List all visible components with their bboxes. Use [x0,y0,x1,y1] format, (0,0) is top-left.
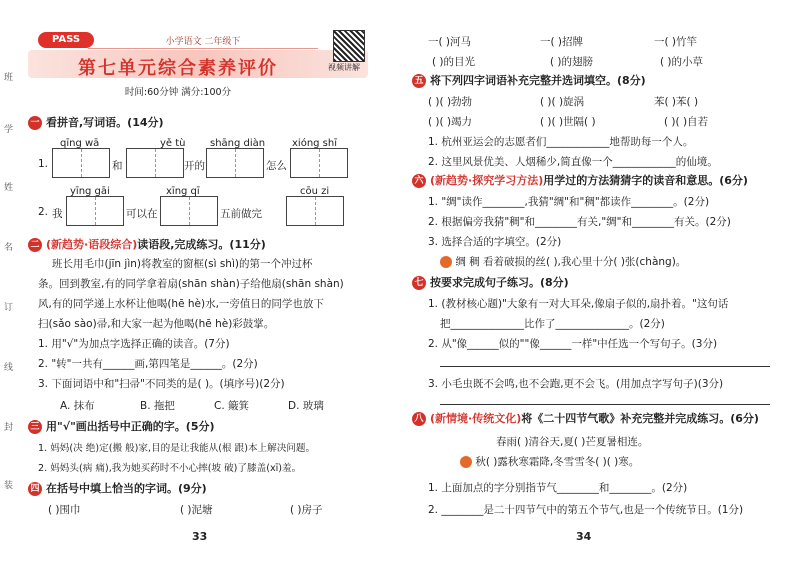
fill-item[interactable]: ( )房子 [290,504,323,516]
section-number: 六 [412,174,426,188]
pinyin: shāng diàn [210,138,266,149]
fill-item[interactable]: ( )( )勃勃 [428,96,473,108]
question: 把______________比作了______________。(2分) [440,318,665,330]
connector-text: 和 [112,160,123,172]
option[interactable]: D. 玻璃 [288,400,324,412]
section-4-heading: 四 在括号中填上恰当的字词。(9分) [28,480,207,496]
question: 2. 妈妈头(病 痛),我为她买药时不小心摔(坡 破)了膝盖(xī)羞。 [38,463,302,474]
passage-line: 风,有的同学递上水杯让他喝(hē hè)水,一旁值日的同学也放下 [38,298,324,310]
writing-box[interactable] [52,148,110,178]
fill-item[interactable]: ( )( )世隔( ) [540,116,596,128]
answer-line[interactable] [440,366,770,367]
gutter-char: 装 [4,481,14,491]
gutter-char: 班 [4,73,14,83]
connector-text: 可以在 [126,208,158,220]
subject-label: 小学语文 二年级下 [88,34,318,49]
question: 1. 妈妈(决 绝)定(搬 般)家,目的是让我能从(根 跟)本上解决问题。 [38,443,316,454]
fill-item[interactable]: 一( )竹竿 [654,36,698,48]
page-right [400,0,800,565]
section-7-heading: 七 按要求完成句子练习。(8分) [412,274,569,290]
question: 1. (教材核心题)"大象有一对大耳朵,像扇子似的,扇扑着。"这句话 [428,298,729,310]
section-5-heading: 五 将下列四字词语补充完整并选词填空。(8分) [412,72,646,88]
question: 绸 稠 看着破损的丝( ),我心里十分( )张(chàng)。 [440,254,686,269]
question: 1. 用"√"为加点字选择正确的读音。(7分) [38,338,230,350]
fill-item[interactable]: ( )围巾 [48,504,81,516]
pinyin: cōu zi [300,186,330,197]
poem-line: 春雨( )清谷天,夏( )芒夏暑相连。 [496,436,649,448]
question: 2. "转"一共有______画,第四笔是______。(2分) [38,358,258,370]
writing-box[interactable] [290,148,348,178]
fill-item[interactable]: ( )的目光 [432,56,476,68]
section-number: 四 [28,482,42,496]
section-3-heading: 三 用"√"画出括号中正确的字。(5分) [28,418,215,434]
section-1-heading: 一 看拼音,写词语。(14分) [28,114,164,130]
exam-meta: 时间:60分钟 满分:100分 [124,87,232,98]
question: 1. 上面加点的字分别指节气________和________。(2分) [428,482,688,494]
flower-icon [440,256,452,268]
passage-line: 班长用毛巾(jīn jìn)将教室的窗框(sì shì)的第一个冲过杯 [52,258,313,270]
pinyin: yě tù [160,138,186,149]
pinyin: xióng shī [292,138,338,149]
fill-item[interactable]: ( )( )旋涡 [540,96,585,108]
fill-item[interactable]: ( )泥塘 [180,504,213,516]
gutter-char: 姓 [4,183,14,193]
fill-item[interactable]: ( )( )自若 [664,116,709,128]
passage-line: 条。回到教室,有的同学拿着扇(shān shàn)子给他扇(shān shàn) [38,278,344,290]
qr-label: 视频讲解 [328,63,360,72]
question: 1. 杭州亚运会的志愿者们____________地帮助每一个人。 [428,136,694,148]
section-8-heading: 八 (新情境·传统文化)将《二十四节气歌》补充完整并完成练习。(6分) [412,410,759,426]
writing-box[interactable] [66,196,124,226]
option[interactable]: B. 拖把 [140,400,175,412]
fill-item[interactable]: 苯( )苯( ) [654,96,699,108]
page-title: 第七单元综合素养评价 [78,58,278,79]
gutter-char: 封 [4,423,14,433]
gutter-char: 学 [4,125,14,135]
binding-gutter [0,60,22,530]
writing-box[interactable] [206,148,264,178]
question: 2. ________是二十四节气中的第五个节气,也是一个传统节日。(1分) [428,504,744,516]
section-number: 三 [28,420,42,434]
answer-line[interactable] [440,404,770,405]
section-number: 一 [28,116,42,130]
section-6-heading: 六 (新趋势·探究学习方法)用学过的方法猜猜字的读音和意思。(6分) [412,172,748,188]
section-number: 七 [412,276,426,290]
fill-item[interactable]: ( )的翅膀 [550,56,594,68]
question: 3. 小毛虫既不会鸣,也不会跑,更不会飞。(用加点字写句子)(3分) [428,378,724,390]
fill-item[interactable]: 一( )招牌 [540,36,584,48]
section-number: 二 [28,238,42,252]
pinyin: yīng gāi [70,186,110,197]
connector-text: 开的 [184,160,205,172]
gutter-char: 名 [4,243,14,253]
question: 2. 这里风景优美、人烟稀少,简直像一个____________的仙境。 [428,156,718,168]
writing-box[interactable] [126,148,184,178]
fill-item[interactable]: ( )的小草 [660,56,704,68]
question: 3. 下面词语中和"扫帚"不同类的是( )。(填序号)(2分) [38,378,285,390]
row-number: 2. [38,206,49,218]
gutter-char: 订 [4,303,14,313]
passage-line: 扫(sǎo sào)帚,和大家一起为他喝(hē hè)彩鼓掌。 [38,318,275,330]
fill-item[interactable]: 一( )河马 [428,36,472,48]
connector-text: 怎么 [266,160,287,172]
question: 2. 从"像______似的""像______一样"中任选一个写句子。(3分) [428,338,718,350]
section-2-heading: 二 (新趋势·语段综合)读语段,完成练习。(11分) [28,236,266,252]
option[interactable]: A. 抹布 [60,400,95,412]
page-header [28,28,368,98]
section-number: 五 [412,74,426,88]
option[interactable]: C. 簸箕 [214,400,250,412]
page-number: 34 [576,530,592,543]
qr-code-icon[interactable] [333,30,365,62]
pinyin: xīng qī [166,186,200,197]
row-number: 1. [38,158,49,170]
question: 3. 选择合适的字填空。(2分) [428,236,562,248]
writing-box[interactable] [160,196,218,226]
section-number: 八 [412,412,426,426]
page-number: 33 [192,530,208,543]
writing-box[interactable] [286,196,344,226]
question: 2. 根据偏旁我猜"稠"和________有关,"绸"和________有关。(2分) [428,216,731,228]
poem-line: 秋( )露秋寒霜降,冬雪雪冬( )( )寒。 [460,454,639,469]
question: 1. "绸"读作________,我猜"绸"和"稠"都读作________。(2分) [428,196,710,208]
gutter-char: 线 [4,363,14,373]
logo: PASS [38,32,94,48]
connector-text: 五前做完 [220,208,262,220]
fill-item[interactable]: ( )( )竭力 [428,116,473,128]
pinyin: qīng wā [60,138,100,149]
connector-text: 我 [52,208,63,220]
mushroom-icon [460,456,472,468]
